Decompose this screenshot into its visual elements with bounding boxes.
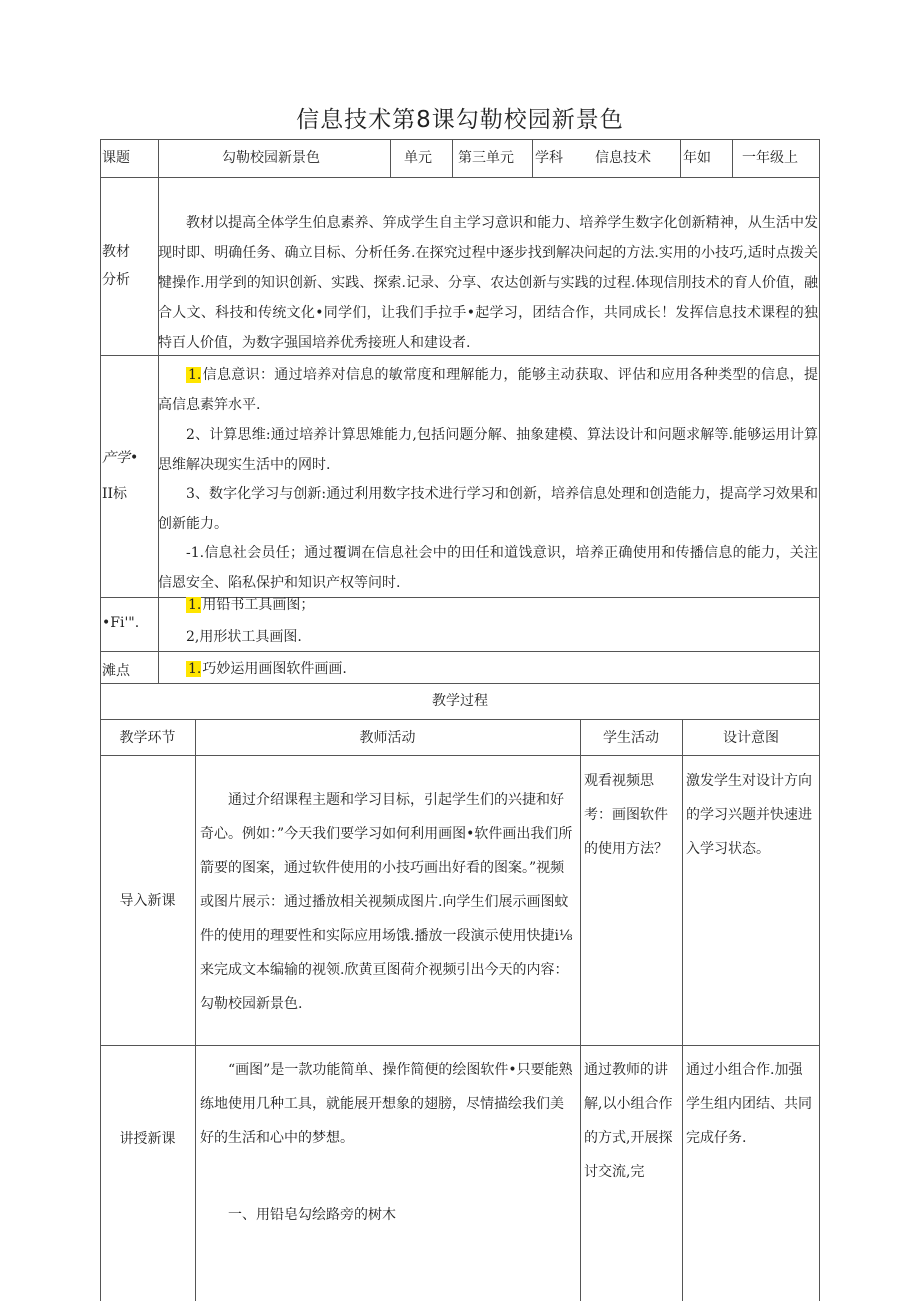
goal-4: -1.信息社会员任；通过覆调在信息社会中的田任和道饯意识，培养正确使用和传播信息的能力，关注信恩安全、陷私保护和知识产权等问时. xyxy=(158,545,818,591)
process-heading: 教学过程 xyxy=(432,693,488,709)
header-key-grade: 年如 xyxy=(683,150,711,166)
analysis-label: 教材 分析 xyxy=(102,244,130,288)
key-point-1: 1.用铅书工具画图； xyxy=(188,597,315,613)
stage-intro: 导入新课 xyxy=(119,893,176,909)
goal-2: 2、计算思维:通过培养计算思雉能力,包括问题分解、抽象建模、算法设计和问题求解等.能够运用计算思维解决现实生活中的网时. xyxy=(158,427,818,473)
stage-teaching: 讲授新课 xyxy=(119,1131,176,1147)
teacher-activity-teaching-step: 一、用铅皂勾绘路旁的树木 xyxy=(228,1207,396,1223)
key-point-2: 2,用形状工具画图. xyxy=(186,629,302,645)
page-title: 信息技术第8课勾勒校园新景色 xyxy=(296,107,624,133)
col-head-stage: 教学环节 xyxy=(119,730,176,746)
goal-3: 3、数字化学习与创新:通过利用数字技术进行学习和创新，培养信息处理和创造能力，提高学习效果和创新能力。 xyxy=(158,486,818,532)
teacher-activity-teaching: “画图”是一款功能简单、操作简便的绘图软件•只要能熟练地使用几种工具，就能展开想象的翅膀，尽情描绘我们美好的生活和心中的梦想。 xyxy=(200,1062,573,1146)
goal-1: 1.信息意识：通过培养对信息的敏常度和理解能力，能够主动获取、评估和应用各种类型的信息，提高信息素笄水平. xyxy=(158,367,818,413)
student-activity-teaching: 通过教师的讲解,以小组合作的方式,开展探讨交流,完 xyxy=(584,1062,673,1180)
col-head-student: 学生活动 xyxy=(603,730,659,746)
teacher-activity-intro: 通过介绍课程主题和学习目标，引起学生们的兴捷和好奇心。例如：”今天我们要学习如何利用画图•软件画出我们所箭要的图案，通过软件使用的小技巧画出好看的图案。”视频或图片展示：通过播放相关视频成图片.向学生们展示画图蚊件的使用的理要性和实际应用场饿.播放一段演示使用快捷i⅛来完成文本编输的视领.欣黄亘图荷介视频引出今天的内容：勾勒校园新景色. xyxy=(200,792,573,1012)
col-head-teacher: 教师活动 xyxy=(359,730,416,746)
col-divider xyxy=(452,139,453,177)
row-divider xyxy=(100,719,820,720)
row-divider xyxy=(100,1045,820,1046)
row-divider xyxy=(100,177,820,178)
design-intent-teaching: 通过小组合作.加强学生组内团结、共同完成仔务. xyxy=(686,1062,812,1146)
row-divider xyxy=(100,755,820,756)
col-divider xyxy=(580,719,581,1301)
goals-label: 产学• II标 xyxy=(102,450,139,502)
col-divider xyxy=(732,139,733,177)
design-intent-intro: 激发学生对设计方向的学习兴题并快速进入学习状态。 xyxy=(686,773,812,857)
header-value-subject: 勾勒校园新景色 xyxy=(222,150,320,166)
header-key-subject: 课题 xyxy=(102,150,130,166)
header-value-unit: 第三单元 xyxy=(458,150,514,166)
col-head-design: 设计意图 xyxy=(723,730,779,746)
header-key-unit: 单元 xyxy=(404,150,432,166)
header-key-course: 学科 xyxy=(535,150,563,166)
col-divider xyxy=(158,139,159,177)
header-value-grade: 一年级上 xyxy=(742,150,798,166)
student-activity-intro: 观看视频思考：画图软件的使用方法？ xyxy=(584,773,668,857)
key-label: •Fi'". xyxy=(102,615,140,631)
col-divider xyxy=(195,719,196,1301)
difficult-label: 滩点 xyxy=(102,663,130,679)
header-value-course: 信息技术 xyxy=(595,150,651,166)
analysis-text: 教材以提高全体学生伯息素养、笄成学生自主学习意识和能力、培养学生数字化创新精神，从生活中发现时即、明确任务、确立目标、分析任务.在探究过程中逐步找到解决问起的方法.实用的小技巧,适时点拨关犍操作.用学到的知识创新、实践、探索.记录、分享、农达创新与实践的过程.体现信刖技术的育人价值，融合人文、科技和传统文化•同学们，让我们手拉手•起学习，团结合作，共同成长！发挥信息技术课程的独特百人价值，为数字强国培养优秀接班人和建设者. xyxy=(158,215,818,351)
col-divider xyxy=(682,719,683,1301)
col-divider xyxy=(680,139,681,177)
col-divider xyxy=(532,139,533,177)
col-divider xyxy=(390,139,391,177)
difficult-point-1: 1.巧妙运用画图软件画画. xyxy=(188,661,347,677)
